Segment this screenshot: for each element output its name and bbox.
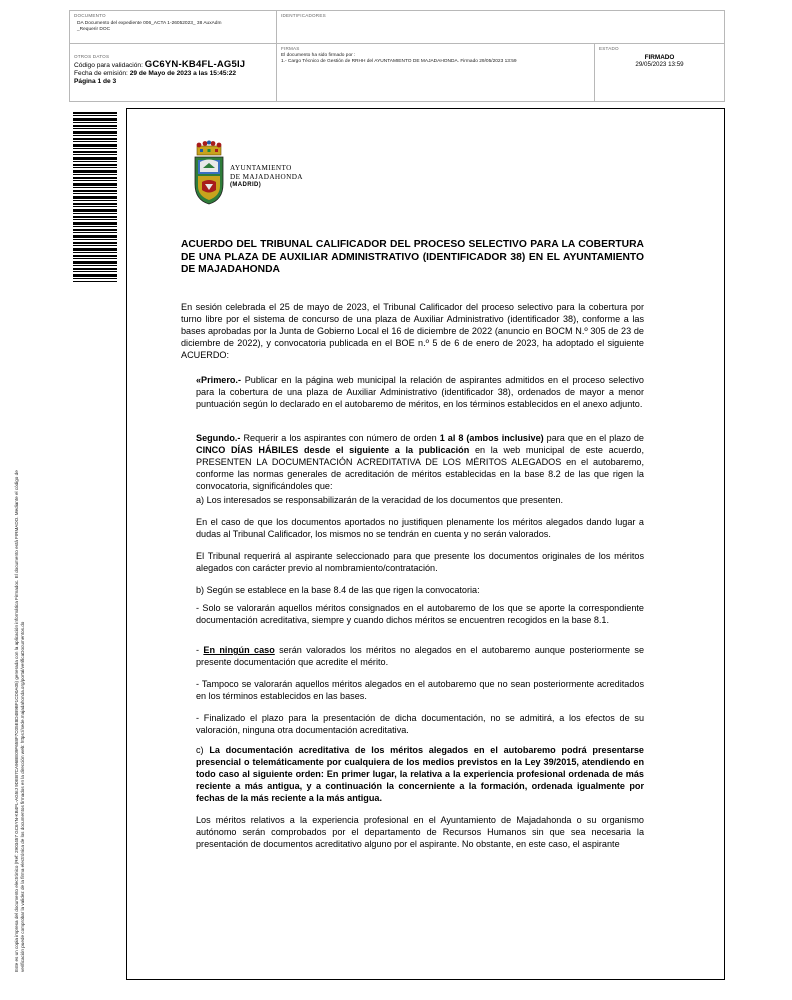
coat-of-arms-icon — [192, 140, 226, 206]
primero-heading: «Primero.- — [196, 375, 241, 385]
codigo-validacion: GC6YN-KB4FL-AG5IJ — [144, 59, 246, 70]
item-b-bullet-2 — [196, 645, 644, 669]
last-paragraph: Los méritos relativos a la experiencia profesional en el Ayuntamiento de Majadahonda o su organismo autónomo serán comprobados por el departamento de Recursos Humanos sin que sea necesaria la presentación de documentos acreditativo alguno por el aspirante. No obstante, en este caso, el aspirante — [196, 815, 644, 849]
firmas-line-1: El documento ha sido firmado por : — [281, 53, 356, 58]
firmas-label: FIRMAS — [281, 46, 300, 51]
document-title: ACUERDO DEL TRIBUNAL CALIFICADOR DEL PROCESO SELECTIVO PARA LA COBERTURA DE UNA PLAZA DE AUXILIAR ADMINISTRATIVO (IDENTIFICADOR 38) EN EL AYUNTAMIENTO DE MAJADAHONDA — [181, 239, 644, 276]
segundo-bold-2: CINCO DÍAS HÁBILES desde el siguiente a la publicación — [196, 444, 470, 455]
intro-paragraph: En sesión celebrada el 25 de mayo de 2023, el Tribunal Calificador del proceso selectivo para la cobertura por turno libre por el sistema de concurso de una plaza de Auxiliar Administrativo (identificador 38), conforme a las bases aprobadas por la Junta de Gobierno Local el 16 de diciembre de 2022 (anuncio en BOCM N.º 305 de 23 de diciembre de 2022), y convocatoria publicada en el BOE n.º 5 de 6 de enero de 2023, ha adoptado el siguiente ACUERDO: — [181, 302, 644, 360]
pagina-indicator: Página 1 de 3 — [74, 78, 117, 85]
document-header-table — [69, 10, 725, 102]
documento-cell — [70, 11, 277, 44]
logo-line-1: AYUNTAMIENTO — [230, 164, 292, 172]
otros-datos-cell — [70, 44, 277, 101]
estado-value: FIRMADO — [644, 54, 675, 61]
item-a: a) Los interesados se responsabilizarán de la veracidad de los documentos que presenten. — [196, 495, 564, 505]
segundo-paragraph — [196, 433, 644, 493]
segundo-text-3: en la web municipal de este acuerdo, PRESENTEN LA DOCUMENTACIÓN ACREDITATIVA DE LOS MÉRITOS ALEGADOS en el autobaremo, conforme las normas generales de acreditación de méritos establecidas en la base 8.2 de las que rigen la convocatoria, significándoles que: — [196, 444, 644, 491]
c-bold: La documentación acreditativa de los méritos alegados en el autobaremo podrá presentarse presencial o telemáticamente por cualquiera de los medios previstos en la Ley 39/2015, atendiendo en todo caso al siguiente orden: En primer lugar, la relativa a la experiencia profesional ordenada de más reciente a más antigua, y a continuación la concerniente a la formación, ordenada igualmente por fechas de la más reciente a la más antigua. — [196, 745, 644, 803]
b2-text: serán valorados los méritos no alegados en el autobaremo aunque posteriormente se presente documentación que acredite el mérito. — [196, 645, 645, 667]
otros-datos-label: OTROS DATOS — [74, 54, 110, 59]
identificadores-label: IDENTIFICADORES — [281, 13, 326, 18]
item-b-bullet-3: - Tampoco se valorarán aquellos méritos alegados en el autobaremo que no sean posteriormente acreditados en los términos establecidos en las bases. — [196, 679, 644, 701]
documento-value-1: DA Documento del expediente 006_ACTA 1-26052023_ 38 AuxAdm — [77, 21, 222, 26]
documento-label: DOCUMENTO — [74, 13, 106, 18]
codigo-label: Código para validación: — [74, 62, 143, 69]
item-c — [196, 745, 644, 805]
primero-paragraph — [196, 375, 644, 411]
item-b-bullet-4: - Finalizado el plazo para la presentación de dicha documentación, no se admitirá, a los efectos de su valoración, ninguna otra documentación acreditativa. — [196, 713, 644, 735]
fecha-label: Fecha de emisión: — [74, 70, 128, 77]
firmas-cell — [277, 44, 595, 101]
estado-label: ESTADO — [599, 46, 619, 51]
fecha-emision: 29 de Mayo de 2023 a las 15:45:22 — [129, 70, 237, 77]
item-b: b) Según se establece en la base 8.4 de las que rigen la convocatoria: — [196, 585, 480, 595]
identificadores-cell — [277, 11, 724, 44]
firmas-line-2: 1.- Cargo Técnico de Gestión de RRHH del AYUNTAMIENTO DE MAJADAHONDA. Firmado 29/05/2023 13:59 — [281, 59, 517, 64]
barcode — [73, 112, 117, 282]
segundo-bold-1: 1 al 8 (ambos inclusive) — [439, 433, 544, 443]
b2-bold: En ningún caso — [203, 645, 275, 655]
logo-text — [230, 164, 303, 190]
verification-side-text — [14, 292, 26, 972]
segundo-heading: Segundo.- — [196, 433, 241, 443]
documento-value-2: _Requerir DOC — [77, 27, 111, 32]
logo-line-3: (MADRID) — [230, 182, 262, 189]
segundo-text-1: Requerir a los aspirantes con número de orden — [240, 433, 440, 443]
item-b-bullet-1: - Solo se valorarán aquellos méritos consignados en el autobaremo de los que se aporte la correspondiente documentación acreditativa, siempre y cuando dichos méritos se encuentren recogidos en la base 8.1. — [196, 603, 644, 625]
b2-prefix: - — [196, 645, 204, 655]
coat-of-arms-logo — [192, 140, 226, 206]
c-prefix: c) — [196, 745, 210, 755]
primero-text: Publicar en la página web municipal la relación de aspirantes admitidos en el proceso selectivo para la cobertura de una plaza de Auxiliar Administrativo (identificador 38), ordenados de mayor a menor puntuación según lo declarado en el autobaremo de méritos, en los términos establecidos en el anexo adjunto. — [196, 375, 644, 409]
estado-date: 29/05/2023 13:59 — [635, 61, 684, 68]
logo-line-2: DE MAJADAHONDA — [230, 172, 303, 181]
estado-cell — [595, 44, 724, 101]
paragraph-originals: El Tribunal requerirá al aspirante seleccionado para que presente los documentos originales de los méritos alegados con carácter previo al nombramiento/contratación. — [196, 551, 644, 573]
side-text-line-1: Este es un copia impresa del documento electrónico (Ref: 2903457 GC6YN-KB4FL-AG5IJ 9DEB7CA96BE09F658F7C05E8D4B9BF1CD0A05) generada con la aplicación informática Firmadoc. El documento está FIRMADO. Mediante el código de — [14, 470, 19, 972]
segundo-text-2: para que en el plazo de — [543, 433, 644, 443]
paragraph-documents-unjustified: En el caso de que los documentos aportados no justifiquen plenamente los méritos alegados dando lugar a dudas al Tribunal Calificador, los mismos no se tendrán en cuenta y no serán valorados. — [196, 517, 644, 539]
side-text-line-2: verificación puede comprobar la validez de la firma electrónica de los documentos firmados en la dirección web: https://sede.majadahonda.org/portal/verificaDocumentos.do — [20, 621, 26, 972]
